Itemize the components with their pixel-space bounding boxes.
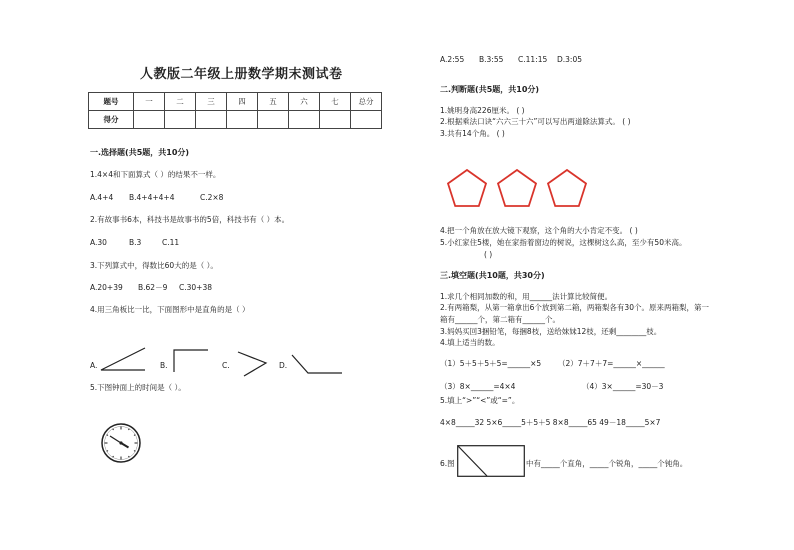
- fill-2-line2: 箱有______个，第二箱有______个。: [440, 315, 560, 324]
- option: A.: [90, 361, 98, 370]
- option: B.4+4+4+4: [129, 193, 175, 202]
- option: D.3:05: [557, 55, 583, 64]
- question-1: 1.4×4和下面算式（ ）的结果不一样。: [90, 170, 221, 179]
- score-cell: 六: [289, 93, 320, 111]
- judgement-1: 1.姚明身高226厘米。 ( ): [440, 106, 525, 115]
- score-table-header-row: [89, 93, 382, 111]
- fill-3: 3.妈妈买回3捆铅笔，每捆8枝，送给妹妹12枝，还剩________枝。: [440, 327, 662, 336]
- score-blank[interactable]: [289, 111, 320, 129]
- fill-2-line1: 2.有两箱梨，从第一箱拿出6个放到第二箱，两箱梨各有30个。原来两箱梨，第一: [440, 303, 709, 312]
- option: B.62－9: [138, 283, 168, 292]
- fill-4-part3: （3）8×______=4×4: [440, 382, 516, 391]
- fill-6-suffix: 中有_____个直角，_____个锐角，_____个钝角。: [526, 459, 688, 468]
- score-table-score-row: [89, 111, 382, 129]
- fill-5: 5.填上“>”“<”或“=”。: [440, 396, 520, 405]
- option: B.: [160, 361, 168, 370]
- page-title: 人教版二年级上册数学期末测试卷: [140, 67, 343, 82]
- score-blank[interactable]: [196, 111, 227, 129]
- option: C.2×8: [200, 193, 224, 202]
- option: C.11:15: [518, 55, 548, 64]
- rectangle-diagonal-figure: [457, 445, 525, 477]
- fill-6-prefix: 6.图: [440, 459, 455, 468]
- angle-figure-b: [168, 348, 213, 374]
- score-blank[interactable]: [134, 111, 165, 129]
- option: A.30: [90, 238, 107, 247]
- pentagon-figures: [445, 168, 615, 206]
- score-blank[interactable]: [165, 111, 196, 129]
- section-heading-fill: 三.填空题(共10题，共30分): [440, 271, 545, 280]
- judgement-2: 2.根据乘法口诀“六六三十六”可以写出两道除法算式。 ( ): [440, 117, 631, 126]
- fill-5-items: 4×8_____32 5×6_____5＋5＋5 8×8_____65 49－18_____5×7: [440, 418, 661, 427]
- score-blank[interactable]: [258, 111, 289, 129]
- angle-figure-d: [290, 351, 345, 377]
- judgement-4: 4.把一个角放在放大镜下观察，这个角的大小肯定不变。 ( ): [440, 226, 638, 235]
- option: A.2:55: [440, 55, 465, 64]
- judgement-5: 5.小红家住5楼，她在家指着窗边的树说，这棵树这么高，至少有50米高。: [440, 238, 687, 247]
- score-cell: 三: [196, 93, 227, 111]
- section-heading-choice: 一.选择题(共5题，共10分): [90, 148, 190, 157]
- option: C.11: [162, 238, 180, 247]
- score-cell: 四: [227, 93, 258, 111]
- score-cell: 七: [320, 93, 351, 111]
- option: B.3: [129, 238, 142, 247]
- judgement-3: 3.共有14个角。 ( ): [440, 129, 505, 138]
- score-blank[interactable]: [227, 111, 258, 129]
- score-cell: 得分: [89, 111, 134, 129]
- angle-figure-c: [232, 350, 272, 378]
- judgement-5-paren: ( ): [484, 250, 493, 259]
- angle-figure-a: [99, 346, 149, 372]
- option: C.: [222, 361, 230, 370]
- score-cell: 一: [134, 93, 165, 111]
- option: A.4+4: [90, 193, 114, 202]
- fill-4-part1: （1）5＋5＋5＋5=______×5: [440, 359, 542, 368]
- score-cell: 二: [165, 93, 196, 111]
- question-4: 4.用三角板比一比，下面图形中是直角的是（ ）: [90, 305, 250, 314]
- option: B.3:55: [479, 55, 504, 64]
- fill-4: 4.填上适当的数。: [440, 338, 500, 347]
- question-5: 5.下图钟面上的时间是（ ）。: [90, 383, 186, 392]
- fill-4-part2: （2）7＋7＋7=______×______: [558, 359, 665, 368]
- score-cell: 题号: [89, 93, 134, 111]
- clock-icon: [100, 422, 142, 464]
- fill-1: 1.求几个相同加数的和，用______法计算比较简便。: [440, 292, 613, 301]
- option: C.30+38: [179, 283, 212, 292]
- option: D.: [279, 361, 288, 370]
- score-blank[interactable]: [351, 111, 382, 129]
- question-2: 2.有故事书6本，科技书是故事书的5倍，科技书有（ ）本。: [90, 215, 290, 224]
- question-3: 3.下列算式中，得数比60大的是（ ）。: [90, 261, 218, 270]
- section-heading-judgement: 二.判断题(共5题，共10分): [440, 85, 540, 94]
- score-cell: 总分: [351, 93, 382, 111]
- score-blank[interactable]: [320, 111, 351, 129]
- score-cell: 五: [258, 93, 289, 111]
- fill-4-part4: （4）3×______=30－3: [582, 382, 664, 391]
- option: A.20+39: [90, 283, 123, 292]
- score-table: [88, 92, 382, 129]
